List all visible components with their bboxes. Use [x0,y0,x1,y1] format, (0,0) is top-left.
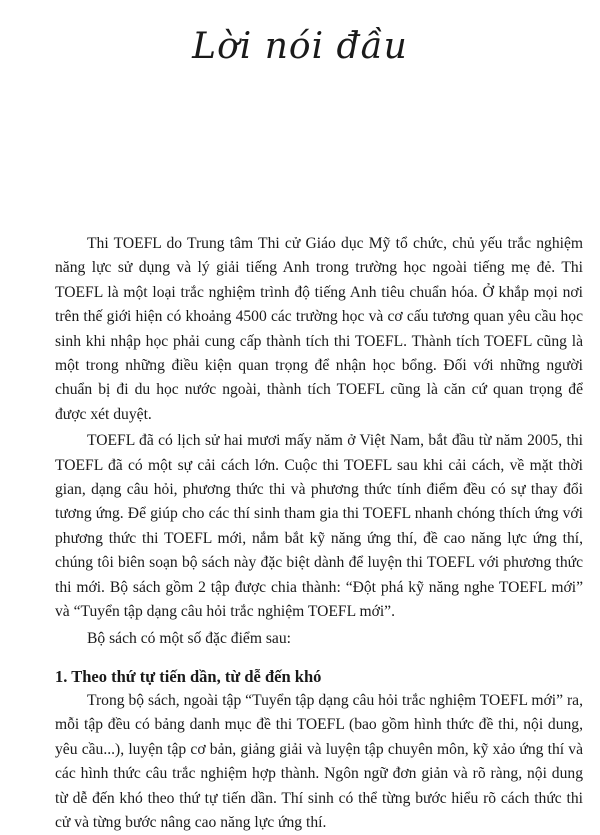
paragraph-1: Thi TOEFL do Trung tâm Thi cử Giáo dục Mỹ tổ chức, chủ yếu trắc nghiệm năng lực sử dụng và lý giải tiếng Anh trong trường học ngoài tiếng mẹ đẻ. Thi TOEFL là một loại trắc nghiệm trình độ tiếng Anh tiêu chuẩn hóa. Ở khắp mọi nơi trên thế giới hiện có khoảng 4500 các trường học và cơ cấu tương quan yêu cầu học sinh khi nhập học phải cung cấp thành tích thi TOEFL. Thành tích TOEFL cũng là một trong những điều kiện quan trọng để nhận học bổng. Đối với những người chuẩn bị đi du học nước ngoài, thành tích TOEFL cũng là căn cứ quan trọng để được xét duyệt. [55,235,583,423]
section-1-heading: 1. Theo thứ tự tiến dần, từ dễ đến khó [55,666,322,686]
features-intro: Bộ sách có một số đặc điểm sau: [87,629,291,647]
paragraph-2: TOEFL đã có lịch sử hai mươi mấy năm ở Việt Nam, bắt đầu từ năm 2005, thi TOEFL đã có một sự cải cách lớn. Cuộc thi TOEFL sau khi cải cách, về mặt thời gian, dạng câu hỏi, phương thức thi và phương thức tính điểm đều có sự thay đổi tương ứng. Để giúp cho các thí sinh tham gia thi TOEFL nhanh chóng thích ứng với phương thức thi TOEFL mới, nắm bắt kỹ năng ứng thí, đề cao năng lực ứng thí, chúng tôi biên soạn bộ sách này đặc biệt dành để luyện thi TOEFL với phương thức thi mới. Bộ sách gồm 2 tập được chia thành: “Đột phá kỹ năng nghe TOEFL mới” và “Tuyển tập dạng câu hỏi trắc nghiệm TOEFL mới”. [55,432,583,621]
section-1-text: Trong bộ sách, ngoài tập “Tuyển tập dạng câu hỏi trắc nghiệm TOEFL mới” ra, mỗi tập đều có bảng danh mục đề thi TOEFL (bao gồm hình thức đề thi, nội dung, yêu cầu...), luyện tập cơ bản, giảng giải và luyện tập chuyên môn, kỹ xảo ứng thí và các hình thức câu trắc nghiệm hợp thành. Ngôn ngữ đơn giản và rõ ràng, nội dung từ dễ đến khó theo thứ tự tiến dần. Thí sinh có thể từng bước hiểu rõ cách thức thi cử và từng bước nâng cao năng lực ứng thí. [55,691,583,831]
document-body [55,232,583,835]
page-title: Lời nói đầu [192,26,408,67]
